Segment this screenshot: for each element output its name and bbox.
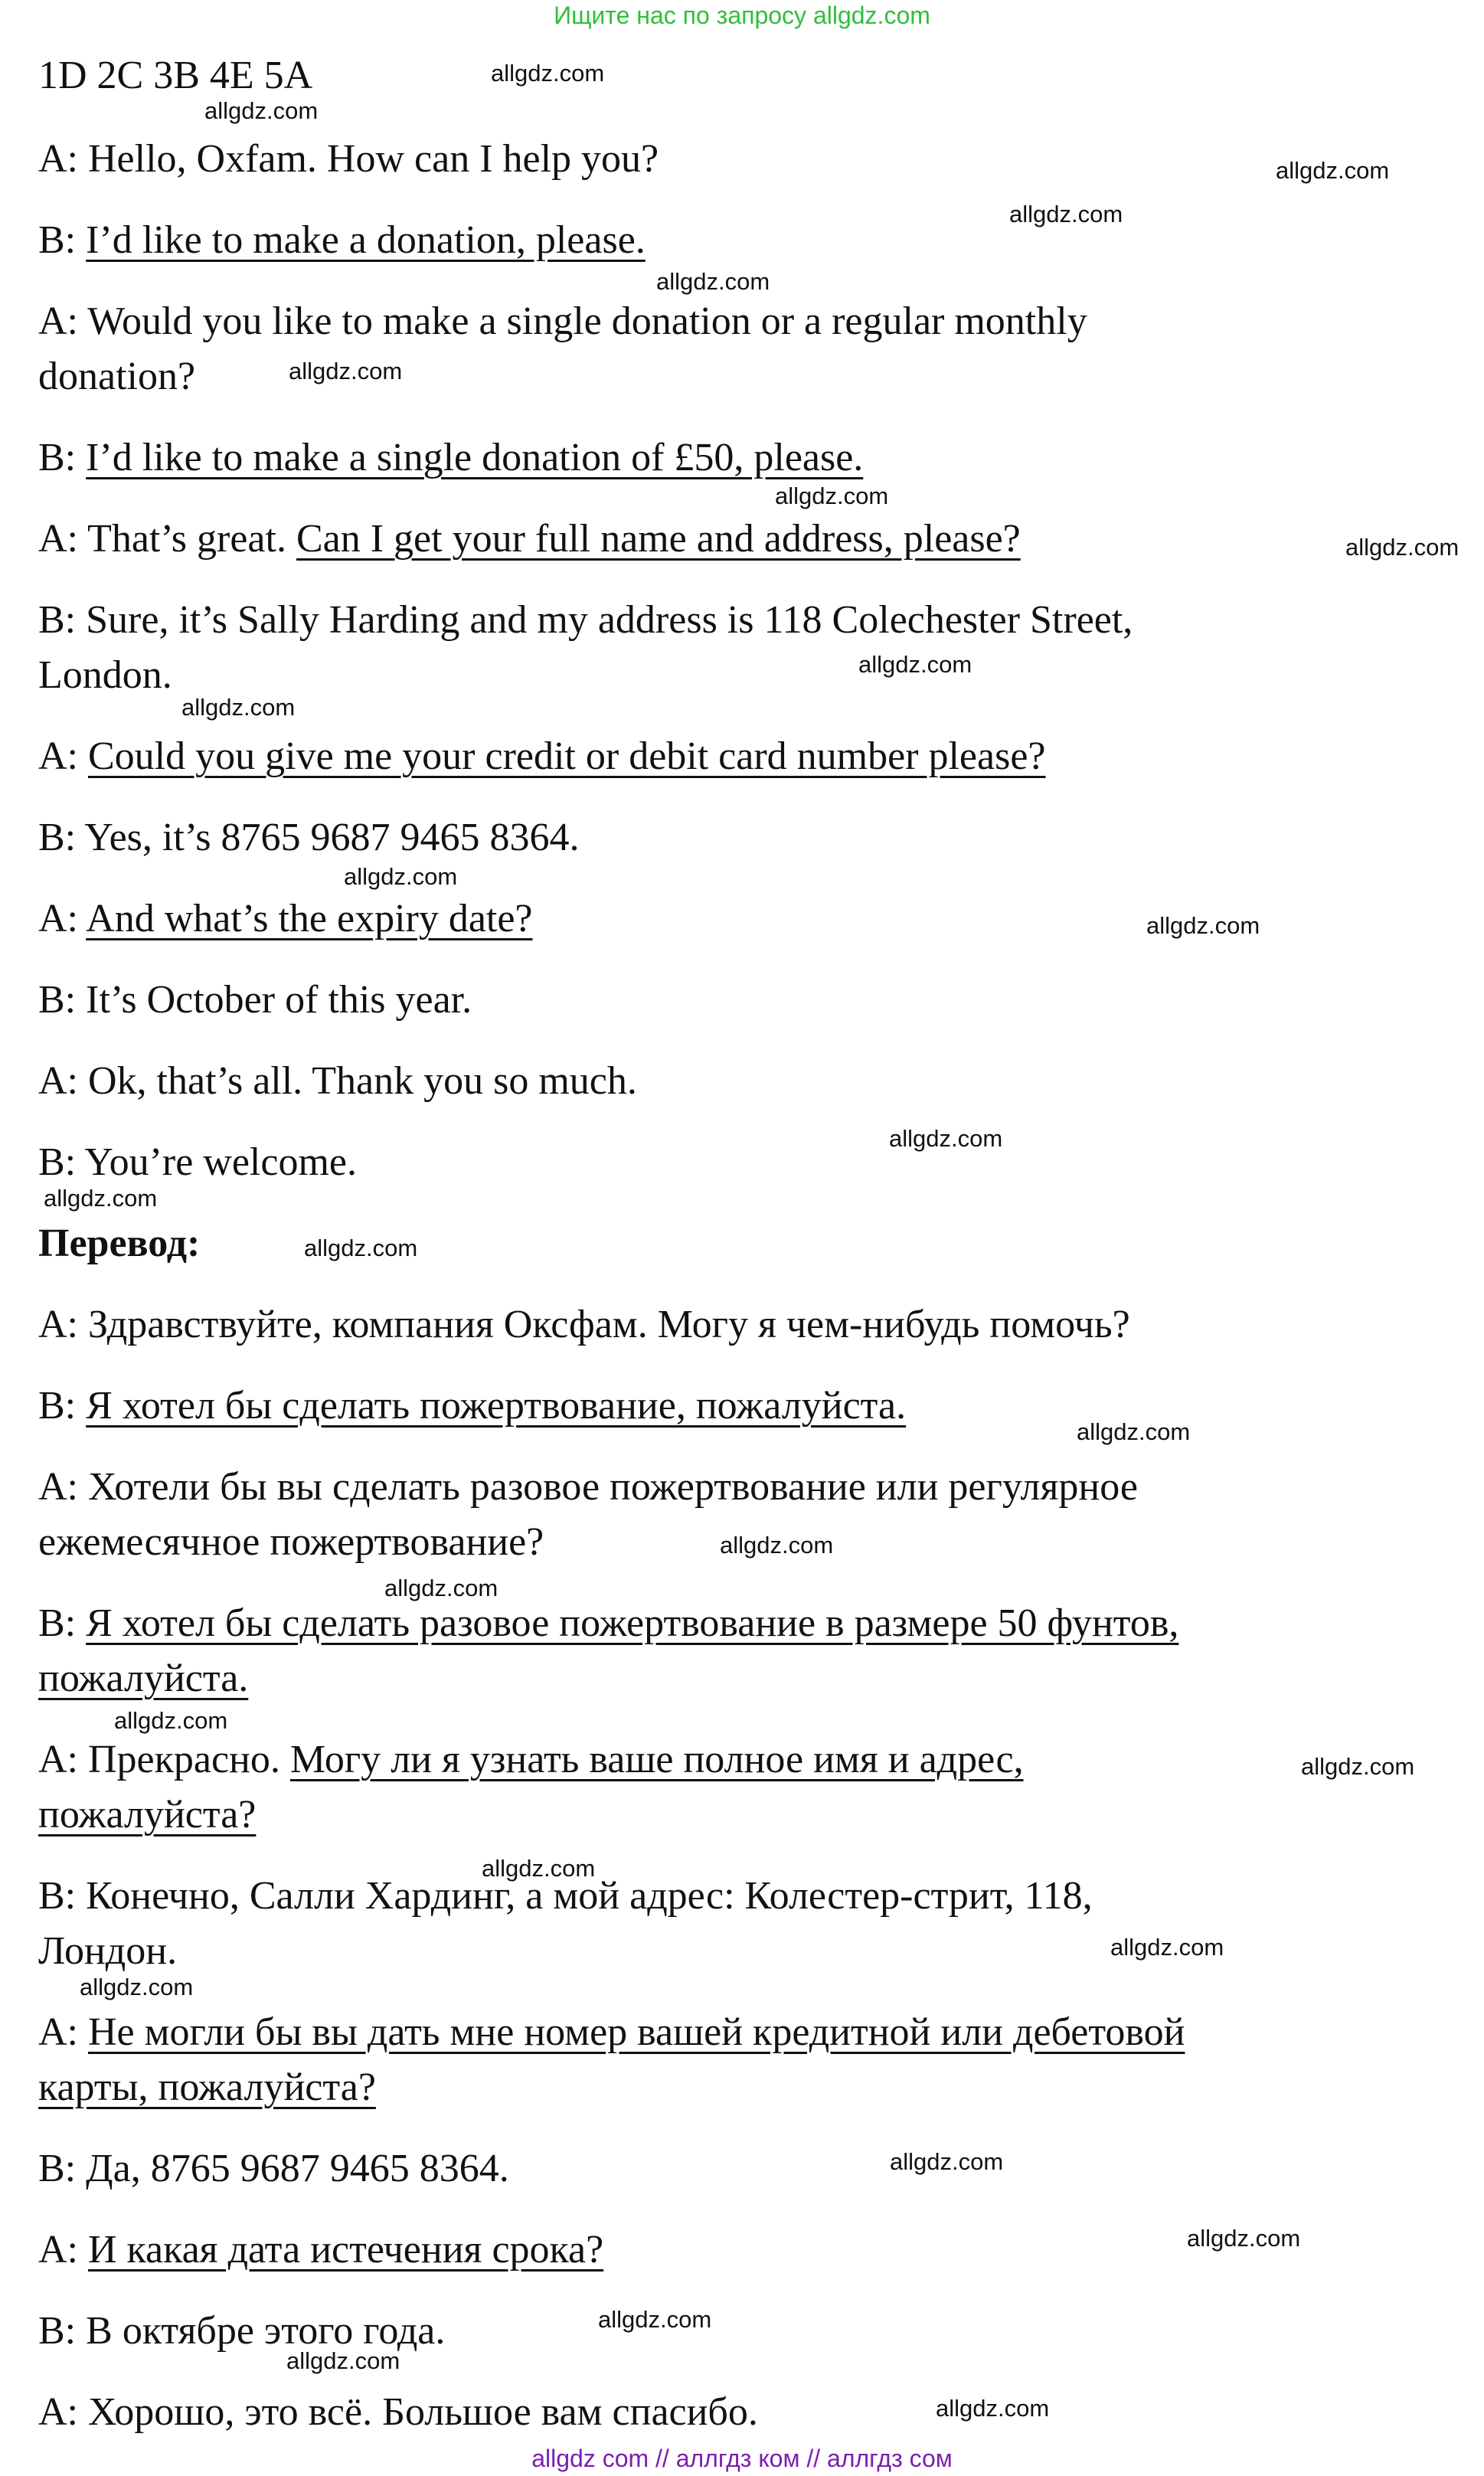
watermark: allgdz.com bbox=[44, 1185, 158, 1212]
dialogue-line-ru-cont: карты, пожалуйста? bbox=[38, 2066, 376, 2109]
dialogue-line-en: B: It’s October of this year. bbox=[38, 978, 472, 1022]
watermark: allgdz.com bbox=[286, 2347, 400, 2374]
watermark: allgdz.com bbox=[598, 2306, 712, 2333]
watermark: allgdz.com bbox=[936, 2395, 1050, 2422]
dialogue-line-en-cont: London. bbox=[38, 653, 172, 697]
watermark: allgdz.com bbox=[656, 268, 770, 295]
dialogue-line-en: A: That’s great. Can I get your full name and address, please? bbox=[38, 517, 1021, 561]
watermark: allgdz.com bbox=[289, 358, 403, 384]
watermark: allgdz.com bbox=[775, 482, 889, 509]
top-banner[interactable]: Ищите нас по запросу allgdz.com bbox=[554, 2, 930, 29]
watermark: allgdz.com bbox=[482, 1855, 596, 1882]
watermark: allgdz.com bbox=[181, 694, 296, 721]
dialogue-line-ru-cont: пожалуйста. bbox=[38, 1657, 249, 1700]
dialogue-line-ru: A: Прекрасно. Могу ли я узнать ваше полное имя и адрес, bbox=[38, 1738, 1024, 1781]
watermark: allgdz.com bbox=[720, 1532, 834, 1559]
dialogue-line-ru: A: И какая дата истечения срока? bbox=[38, 2228, 604, 2272]
dialogue-line-en: B: I’d like to make a donation, please. bbox=[38, 218, 646, 262]
watermark: allgdz.com bbox=[1187, 2225, 1301, 2252]
watermark: allgdz.com bbox=[80, 1974, 194, 2000]
dialogue-line-en: B: I’d like to make a single donation of £50, please. bbox=[38, 436, 864, 479]
dialogue-line-en: A: Ok, that’s all. Thank you so much. bbox=[38, 1059, 637, 1103]
watermark: allgdz.com bbox=[344, 863, 458, 890]
dialogue-line-ru: B: Конечно, Салли Хардинг, а мой адрес: Колестер-стрит, 118, bbox=[38, 1874, 1093, 1918]
watermark: allgdz.com bbox=[304, 1235, 418, 1261]
dialogue-line-ru-cont: Лондон. bbox=[38, 1929, 178, 1973]
dialogue-line-ru: A: Хорошо, это всё. Большое вам спасибо. bbox=[38, 2390, 758, 2434]
watermark: allgdz.com bbox=[1077, 1418, 1191, 1445]
watermark: allgdz.com bbox=[858, 651, 972, 678]
dialogue-line-ru: B: Да, 8765 9687 9465 8364. bbox=[38, 2147, 509, 2190]
watermark: allgdz.com bbox=[889, 1125, 1003, 1152]
dialogue-line-en: A: Hello, Oxfam. How can I help you? bbox=[38, 137, 659, 181]
dialogue-line-ru-cont: пожалуйста? bbox=[38, 1793, 257, 1837]
dialogue-line-en: A: Would you like to make a single donation or a regular monthly bbox=[38, 299, 1087, 343]
dialogue-line-ru: B: Я хотел бы сделать пожертвование, пожалуйста. bbox=[38, 1384, 907, 1428]
dialogue-line-en-cont: donation? bbox=[38, 355, 196, 398]
dialogue-line-en: B: You’re welcome. bbox=[38, 1140, 357, 1184]
dialogue-line-en: A: And what’s the expiry date? bbox=[38, 897, 533, 940]
watermark: allgdz.com bbox=[204, 97, 319, 124]
dialogue-line-en: A: Could you give me your credit or debit card number please? bbox=[38, 734, 1046, 778]
answer-key: 1D 2C 3B 4E 5A bbox=[38, 54, 313, 97]
dialogue-line-en: B: Sure, it’s Sally Harding and my address is 118 Colechester Street, bbox=[38, 598, 1133, 642]
watermark: allgdz.com bbox=[384, 1575, 498, 1601]
dialogue-line-ru: B: В октябре этого года. bbox=[38, 2309, 446, 2353]
watermark: allgdz.com bbox=[1345, 534, 1459, 561]
dialogue-line-ru: A: Не могли бы вы дать мне номер вашей кредитной или дебетовой bbox=[38, 2010, 1185, 2054]
watermark: allgdz.com bbox=[491, 60, 605, 87]
translation-heading: Перевод: bbox=[38, 1222, 201, 1265]
watermark: allgdz.com bbox=[114, 1707, 228, 1734]
watermark: allgdz.com bbox=[1146, 912, 1260, 939]
watermark: allgdz.com bbox=[1276, 157, 1390, 184]
footer-links[interactable]: allgdz com // аллгдз ком // аллгдз сом bbox=[531, 2445, 953, 2472]
dialogue-line-ru-cont: ежемесячное пожертвование? bbox=[38, 1520, 544, 1564]
dialogue-line-ru: B: Я хотел бы сделать разовое пожертвование в размере 50 фунтов, bbox=[38, 1601, 1179, 1645]
dialogue-line-ru: A: Хотели бы вы сделать разовое пожертвование или регулярное bbox=[38, 1465, 1138, 1509]
watermark: allgdz.com bbox=[1301, 1753, 1415, 1780]
dialogue-line-en: B: Yes, it’s 8765 9687 9465 8364. bbox=[38, 816, 580, 859]
watermark: allgdz.com bbox=[1009, 201, 1123, 227]
watermark: allgdz.com bbox=[1110, 1934, 1224, 1961]
dialogue-line-ru: A: Здравствуйте, компания Оксфам. Могу я чем-нибудь помочь? bbox=[38, 1303, 1130, 1346]
watermark: allgdz.com bbox=[890, 2148, 1004, 2175]
